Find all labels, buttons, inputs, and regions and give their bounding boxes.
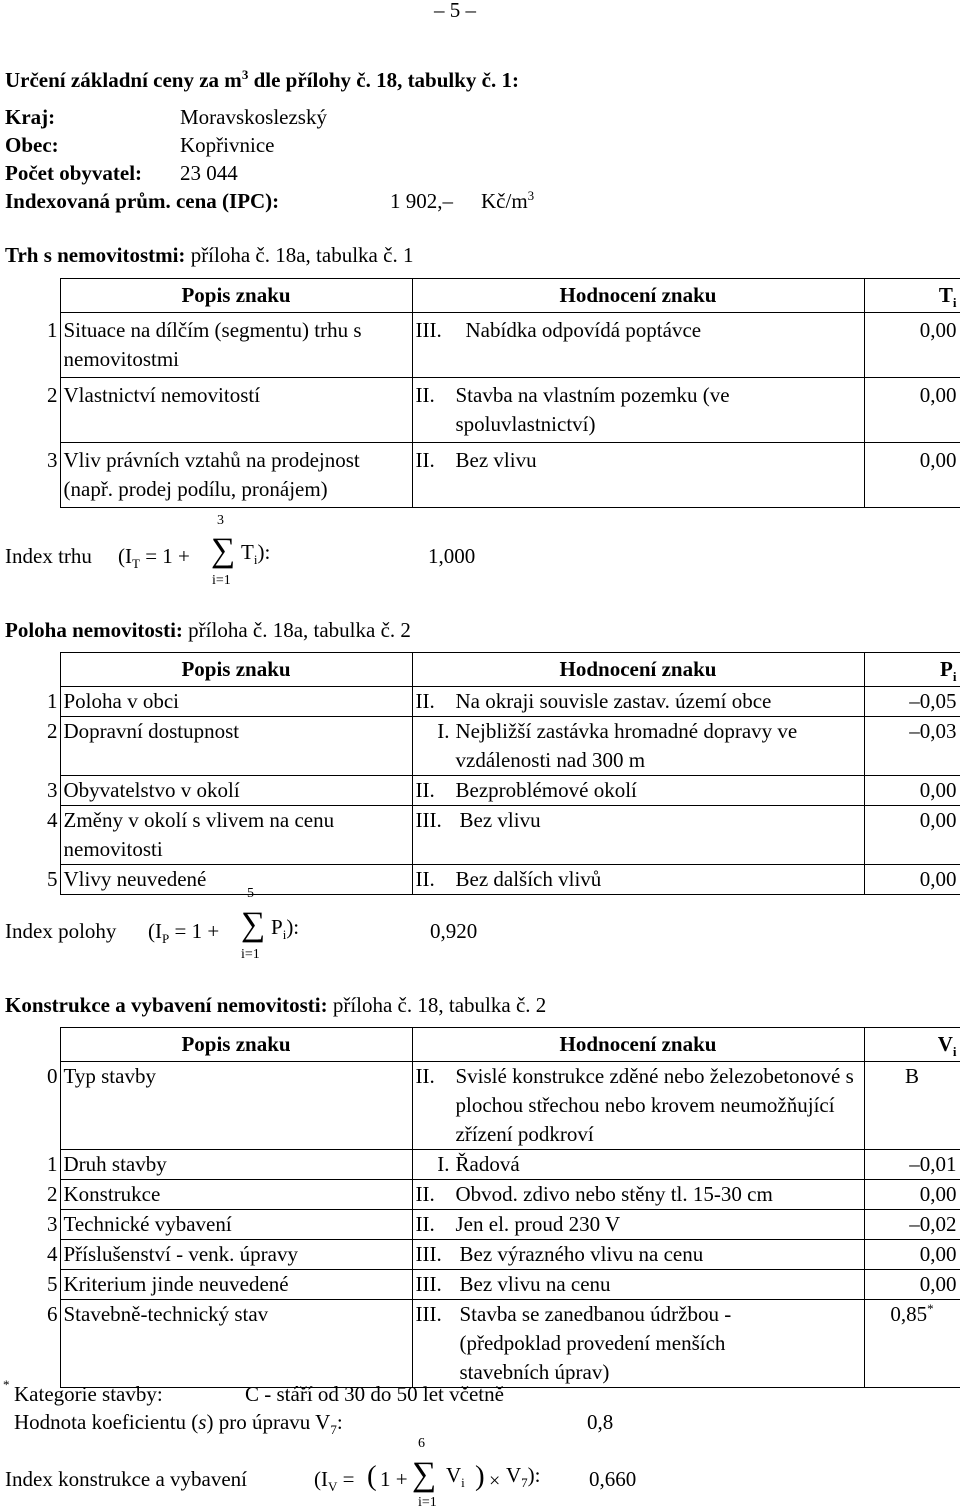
one-plus: 1 + [380, 1467, 408, 1491]
market-index-label: Index trhu [5, 544, 92, 568]
market-table [18, 278, 960, 508]
sum-term: $T_i$): [241, 540, 271, 568]
table-row: 2 Dopravní dostupnost I. Nejbližší zastávka hromadné dopravy ve vzdálenosti nad 300 m –0,03 [18, 717, 960, 776]
coefficient-value: 0,8 [587, 1410, 614, 1434]
table-row: 0 Typ stavby II. Svislé konstrukce zděné nebo železobetonové s plochou střechou nebo krovem neumožňující zřízení podkroví B [18, 1062, 960, 1150]
paren-close: ) [475, 1460, 485, 1492]
sum-symbol: ∑ [412, 1456, 437, 1493]
sum-term: $V_i$ [446, 1463, 465, 1491]
table-row: 3 Obyvatelstvo v okolí II. Bezproblémové okolí 0,00 [18, 776, 960, 806]
location-index-value: 0,920 [430, 919, 478, 943]
table-row: 4 Příslušenství - venk. úpravy III. Bez výrazného vlivu na cenu 0,00 [18, 1240, 960, 1270]
v7-term: $V_7$): [506, 1463, 541, 1491]
sum-symbol: ∑ [241, 906, 266, 943]
times-sign: × [489, 1470, 501, 1492]
coefficient-label: Hodnota koeficientu (s) pro úpravu $V_7$: [14, 1410, 343, 1438]
table-row: 3 Vliv právních vztahů na prodejnost (např. prodej podílu, pronájem) II. Bez vlivu 0,00 [18, 443, 960, 508]
ipc-value: 1 902,– [390, 189, 453, 213]
sum-lower: i=1 [418, 1495, 437, 1510]
ipc-unit: $Kč/m^3$ [481, 188, 535, 213]
table-row: 1 Poloha v obci II. Na okraji souvisle zastav. území obce –0,05 [18, 687, 960, 717]
category-value: C - stáří od 30 do 50 let včetně [245, 1382, 504, 1406]
market-index-value: 1,000 [428, 544, 476, 568]
sum-upper: 5 [247, 886, 254, 901]
sum-lower: i=1 [212, 573, 231, 588]
population-label: Počet obyvatel: [5, 161, 143, 185]
col-evaluation: Hodnocení znaku [412, 279, 864, 313]
location-index-label: Index polohy [5, 919, 117, 943]
col-evaluation: Hodnocení znaku [412, 1028, 864, 1062]
table-row: 2 Konstrukce II. Obvod. zdivo nebo stěny tl. 15-30 cm 0,00 [18, 1180, 960, 1210]
construction-index-label: Index konstrukce a vybavení [5, 1467, 248, 1491]
table-row: 1 Situace na dílčím (segmentu) trhu s nemovitostmi III. Nabídka odpovídá poptávce 0,00 [18, 313, 960, 378]
sum-upper: 6 [418, 1436, 425, 1451]
paren-open: ( [367, 1460, 377, 1492]
footnote-marker: * [3, 1377, 10, 1392]
col-evaluation: Hodnocení znaku [412, 653, 864, 687]
location-table [18, 652, 960, 895]
col-value: $V_i$ [864, 1028, 960, 1062]
col-value: $T_i$ [864, 279, 960, 313]
municipality-value: Kopřivnice [180, 133, 275, 157]
population-value: 23 044 [180, 161, 238, 185]
table-row: 5 Vlivy neuvedené II. Bez dalších vlivů 0,00 [18, 865, 960, 895]
table-row: 6 Stavebně-technický stav III. Stavba se zanedbanou údržbou - (předpoklad provedení menších stavebních úprav) 0,85* [18, 1300, 960, 1388]
region-value: Moravskoslezský [180, 105, 327, 129]
construction-heading: Konstrukce a vybavení nemovitosti: příloha č. 18, tabulka č. 2 [5, 993, 547, 1017]
construction-index-formula: ($I_V$ = [314, 1467, 355, 1495]
category-label: Kategorie stavby: [14, 1382, 163, 1406]
region-label: Kraj: [5, 105, 56, 129]
table-row: 4 Změny v okolí s vlivem na cenu nemovitosti III. Bez vlivu 0,00 [18, 806, 960, 865]
col-description: Popis znaku [60, 653, 412, 687]
location-index-formula: ($I_P = 1$ + [148, 919, 220, 947]
construction-index-value: 0,660 [589, 1467, 637, 1491]
market-index-formula: ($I_T = 1$ + [118, 544, 190, 572]
page-number: – 5 – [434, 0, 476, 22]
table-row: 3 Technické vybavení II. Jen el. proud 230 V –0,02 [18, 1210, 960, 1240]
sum-symbol: ∑ [211, 532, 236, 569]
construction-table [18, 1027, 960, 1388]
location-heading: Poloha nemovitosti: příloha č. 18a, tabulka č. 2 [5, 618, 411, 642]
sum-term: $P_i$): [271, 915, 300, 943]
table-row: 2 Vlastnictví nemovitostí II. Stavba na vlastním pozemku (ve spoluvlastnictví) 0,00 [18, 378, 960, 443]
col-description: Popis znaku [60, 1028, 412, 1062]
municipality-label: Obec: [5, 133, 59, 157]
market-heading: Trh s nemovitostmi: příloha č. 18a, tabulka č. 1 [5, 243, 414, 267]
table-row: 1 Druh stavby I. Řadová –0,01 [18, 1150, 960, 1180]
base-price-title: Určení základní ceny za $m^3$ dle přílohy č. 18, tabulky č. 1: [5, 67, 519, 92]
sum-upper: 3 [217, 513, 224, 528]
ipc-label: Indexovaná prům. cena (IPC): [5, 189, 280, 213]
col-value: $P_i$ [864, 653, 960, 687]
table-row: 5 Kriterium jinde neuvedené III. Bez vlivu na cenu 0,00 [18, 1270, 960, 1300]
col-description: Popis znaku [60, 279, 412, 313]
sum-lower: i=1 [241, 947, 260, 962]
